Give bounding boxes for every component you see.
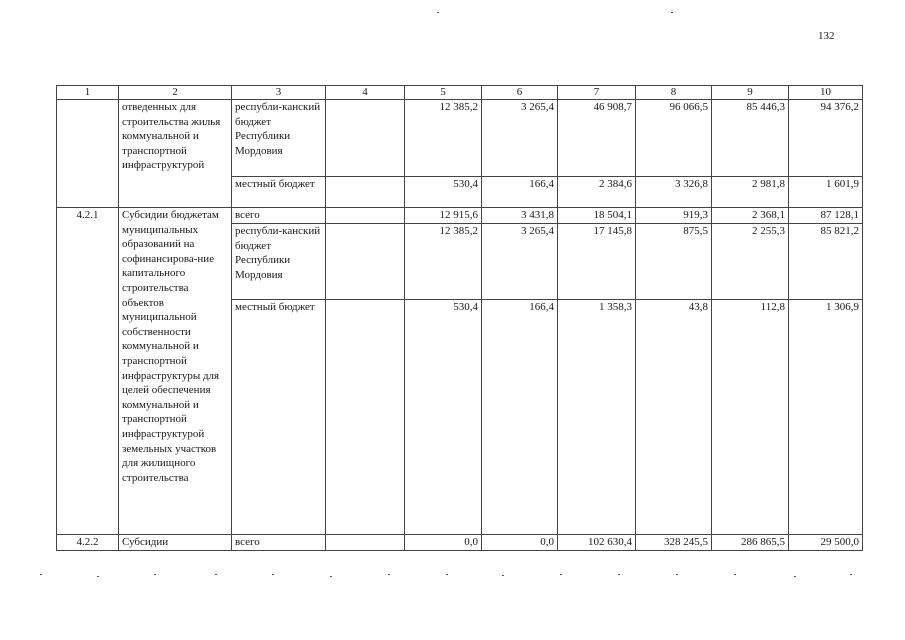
column-header: 10 <box>789 86 863 100</box>
scan-speck <box>618 574 620 575</box>
funding-source: республи-канский бюджет Республики Мордовия <box>232 100 326 177</box>
budget-table <box>56 85 863 551</box>
value-cell: 0,0 <box>482 535 558 551</box>
value-cell: 43,8 <box>636 300 712 535</box>
column-header: 8 <box>636 86 712 100</box>
value-cell: 166,4 <box>482 177 558 208</box>
scan-speck <box>388 574 390 575</box>
value-cell: 2 368,1 <box>712 208 789 224</box>
scan-speck <box>97 576 99 577</box>
value-cell: 3 265,4 <box>482 100 558 177</box>
value-cell: 530,4 <box>405 300 482 535</box>
column-header: 5 <box>405 86 482 100</box>
scan-speck <box>446 574 448 575</box>
value-cell: 3 265,4 <box>482 224 558 300</box>
value-cell: 29 500,0 <box>789 535 863 551</box>
value-cell: 1 601,9 <box>789 177 863 208</box>
value-cell: 87 128,1 <box>789 208 863 224</box>
row-name: отведенных для строительства жилья коммунальной и транспортной инфраструктурой <box>119 100 232 208</box>
value-cell: 3 326,8 <box>636 177 712 208</box>
value-cell: 17 145,8 <box>558 224 636 300</box>
column-header: 4 <box>326 86 405 100</box>
scan-speck <box>215 574 217 575</box>
value-cell: 1 306,9 <box>789 300 863 535</box>
row-code-cell <box>57 100 119 208</box>
column-header: 6 <box>482 86 558 100</box>
value-cell: 12 385,2 <box>405 224 482 300</box>
table-row <box>57 535 863 551</box>
value-cell: 12 915,6 <box>405 208 482 224</box>
scan-speck <box>272 574 274 575</box>
column-header: 9 <box>712 86 789 100</box>
scan-speck <box>671 12 673 13</box>
value-cell: 0,0 <box>405 535 482 551</box>
column-header: 7 <box>558 86 636 100</box>
value-cell: 102 630,4 <box>558 535 636 551</box>
value-cell: 328 245,5 <box>636 535 712 551</box>
value-cell: 46 908,7 <box>558 100 636 177</box>
value-cell: 12 385,2 <box>405 100 482 177</box>
scan-speck <box>676 574 678 575</box>
scan-speck <box>437 12 439 13</box>
page-number: 132 <box>818 30 835 42</box>
scan-speck <box>330 576 332 577</box>
funding-source: местный бюджет <box>232 300 326 535</box>
value-cell: 530,4 <box>405 177 482 208</box>
column-header: 3 <box>232 86 326 100</box>
row-name: Субсидии <box>119 535 232 551</box>
value-cell: 286 865,5 <box>712 535 789 551</box>
value-cell: 875,5 <box>636 224 712 300</box>
row-code: 4.2.2 <box>57 535 119 551</box>
value-cell: 18 504,1 <box>558 208 636 224</box>
scan-speck <box>734 574 736 575</box>
scan-speck <box>794 576 796 577</box>
scan-speck <box>502 575 504 576</box>
value-cell: 919,3 <box>636 208 712 224</box>
empty-cell <box>326 300 405 535</box>
value-cell: 94 376,2 <box>789 100 863 177</box>
value-cell: 2 981,8 <box>712 177 789 208</box>
scan-speck <box>154 574 156 575</box>
value-cell: 85 446,3 <box>712 100 789 177</box>
scan-speck <box>40 574 42 575</box>
value-cell: 1 358,3 <box>558 300 636 535</box>
row-code: 4.2.1 <box>57 208 119 535</box>
empty-cell <box>326 177 405 208</box>
funding-source: всего <box>232 208 326 224</box>
value-cell: 96 066,5 <box>636 100 712 177</box>
table-row <box>57 208 863 224</box>
value-cell: 166,4 <box>482 300 558 535</box>
column-header: 2 <box>119 86 232 100</box>
column-header-row <box>57 86 863 100</box>
empty-cell <box>326 208 405 224</box>
value-cell: 2 384,6 <box>558 177 636 208</box>
empty-cell <box>326 535 405 551</box>
value-cell: 3 431,8 <box>482 208 558 224</box>
table-row <box>57 100 863 177</box>
column-header: 1 <box>57 86 119 100</box>
empty-cell <box>326 224 405 300</box>
value-cell: 2 255,3 <box>712 224 789 300</box>
funding-source: республи-канский бюджет Республики Мордовия <box>232 224 326 300</box>
scan-speck <box>850 574 852 575</box>
funding-source: местный бюджет <box>232 177 326 208</box>
value-cell: 85 821,2 <box>789 224 863 300</box>
row-name: Субсидии бюджетам муниципальных образований на софинансирова-ние капитального строительства объектов муниципальной собственности коммунальной и транспортной инфраструктуры для целей обеспечения коммунальной и транспортной инфраструктурой земельных участков для жилищного строительства <box>119 208 232 535</box>
empty-cell <box>326 100 405 177</box>
value-cell: 112,8 <box>712 300 789 535</box>
funding-source: всего <box>232 535 326 551</box>
scan-speck <box>560 574 562 575</box>
